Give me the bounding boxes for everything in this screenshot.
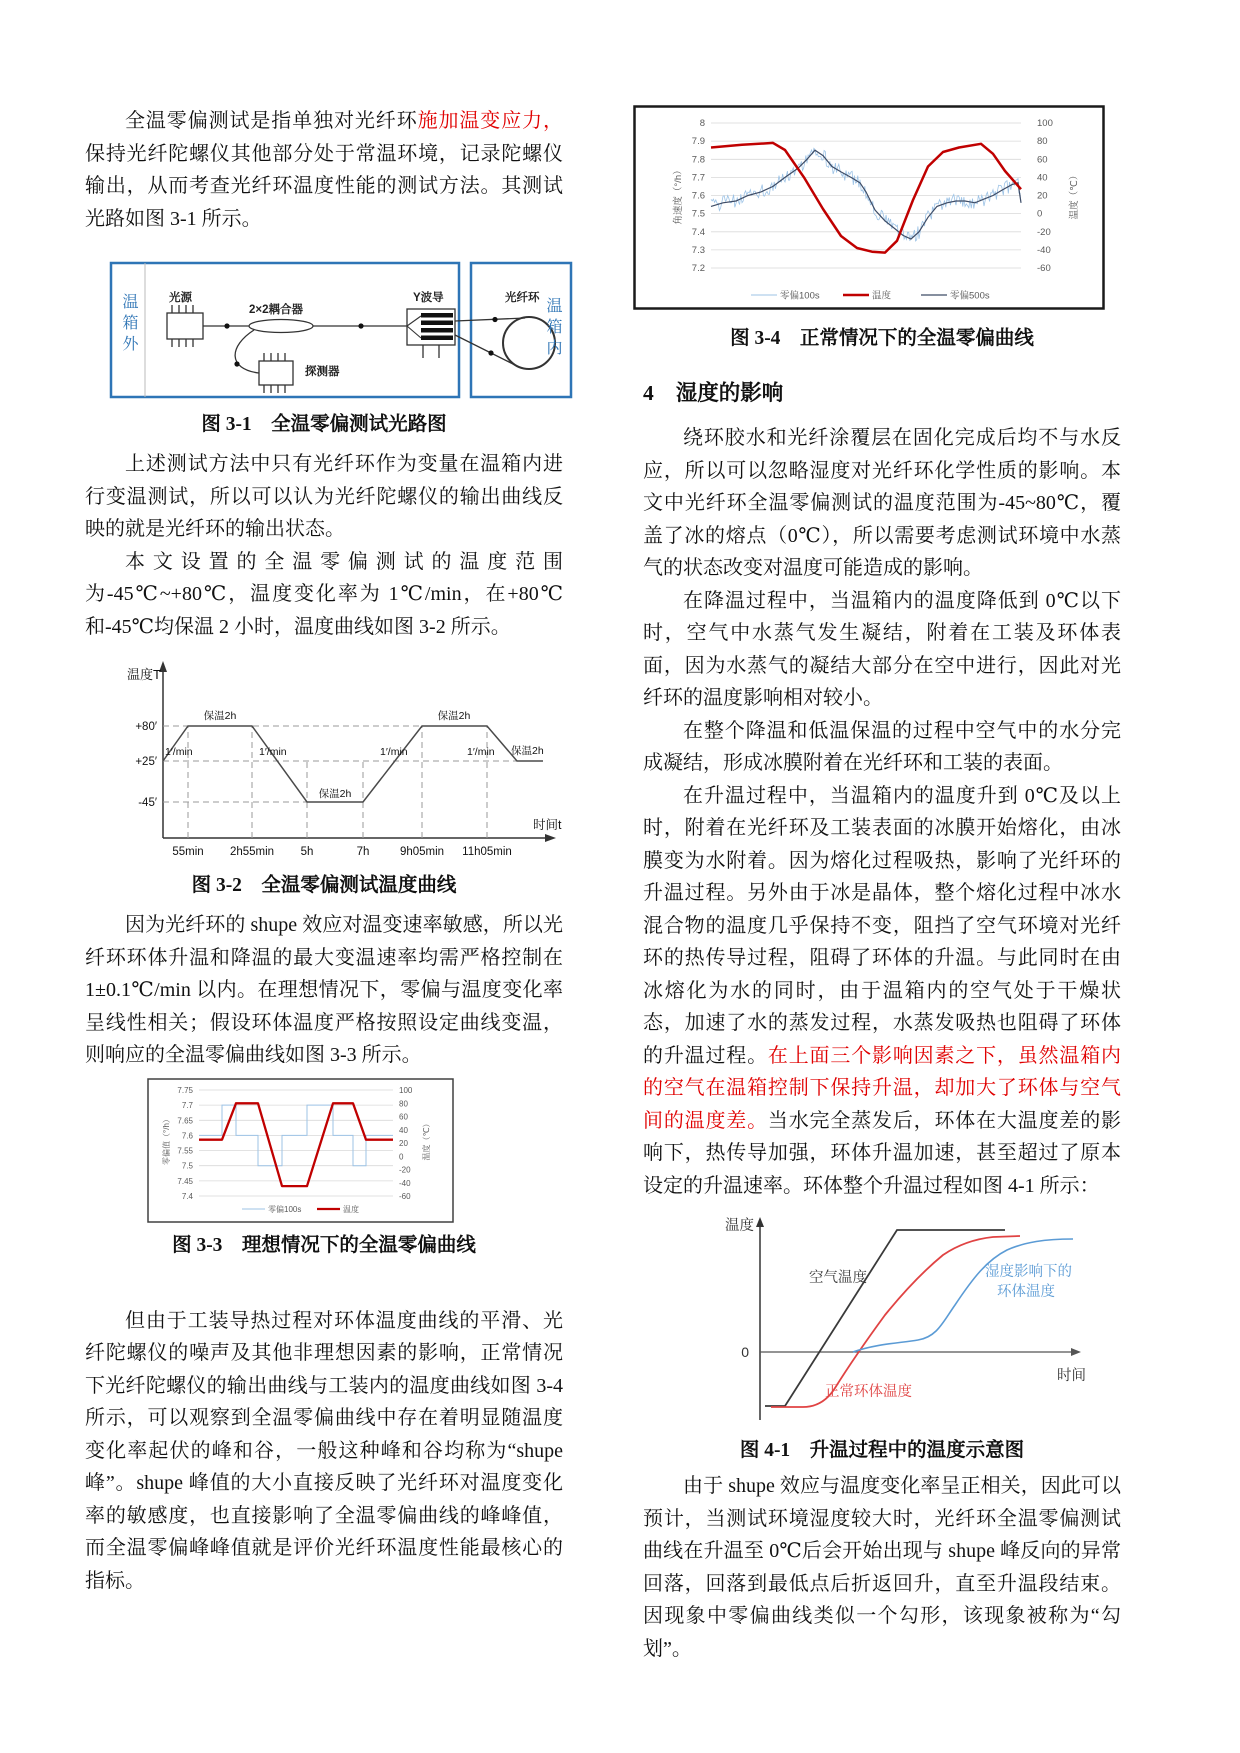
right-axis-label: 温度（℃） [422, 1119, 431, 1160]
tick-label: +25′ [135, 756, 157, 768]
paragraph: 但由于工装导热过程对环体温度曲线的平滑、光纤陀螺仪的噪声及其他非理想因素的影响，正常情况下光纤陀螺仪的输出曲线与工装内的温度曲线如图 3-4 所示，可以观察到全温零偏曲线中存在着明显随温度变化率起伏的峰和谷，一般这种峰和谷均称为“shupe 峰”。shupe 峰值的大小直接反映了光纤环对温度变化率的敏感度，也直接影响了全温零偏曲线的峰峰值，而全温零偏峰峰值就是评价光纤环温度性能最核心的指标。 [85, 1309, 563, 1592]
right-column [643, 0, 1121, 1665]
fiber-ring-label: 光纤环 [505, 292, 540, 304]
tick-label: -60 [1037, 263, 1051, 274]
legend-label: 温度 [872, 290, 892, 302]
figure-3-4-normal-curve [633, 105, 1121, 310]
y-waveguide-label: Y波导 [413, 292, 444, 304]
paragraph: 在降温过程中，当温箱内的温度降低到 0℃以下时，空气中水蒸气发生凝结，附着在工装及环体表面，因为水蒸气的凝结大部分在空中进行，因此对光纤环的温度影响相对较小。 [643, 589, 1121, 709]
tick-label: 5h [300, 846, 314, 858]
tick-label: 8 [699, 118, 705, 129]
tick-label: 80 [399, 1098, 408, 1108]
legend-label: 零偏100s [780, 290, 820, 302]
body-text: 全温零偏测试是指单独对光纤环 [125, 110, 418, 132]
tick-label: -20 [399, 1165, 411, 1174]
annotation: 保温2h [511, 745, 544, 757]
section-title: 湿度的影响 [675, 381, 784, 405]
tick-label: 80 [1037, 136, 1048, 148]
y-axis-label: 温度 [725, 1218, 754, 1234]
legend-label: 温度 [343, 1204, 359, 1214]
tick-label: 100 [1037, 118, 1053, 129]
temperature-curve [163, 726, 543, 802]
tick-label: 7.4 [181, 1191, 193, 1201]
ideal-zero-bias-chart [147, 1078, 454, 1223]
tick-label: 20 [399, 1138, 408, 1148]
figure-3-1-optical-path [109, 261, 573, 399]
annotation: 1′/min [467, 746, 495, 758]
tick-label: +80′ [135, 721, 157, 733]
coupler-label: 2×2耦合器 [249, 304, 304, 316]
x-axis-label: 时间 [1057, 1368, 1086, 1384]
tick-label: 60 [1037, 154, 1048, 166]
normal-ring-temperature-label: 正常环体温度 [825, 1384, 912, 1400]
tick-label: 7.45 [177, 1176, 193, 1186]
light-source-symbol [167, 305, 203, 347]
paragraph: 在整个降温和低温保温的过程中空气中的水分完成凝结，形成冰膜附着在光纤环和工装的表面。 [643, 719, 1121, 774]
y-tick-labels [135, 721, 157, 809]
paragraph: 由于 shupe 效应与温度变化率呈正相关，因此可以预计，当测试环境湿度较大时，光纤环全温零偏测试曲线在升温至 0℃后会开始出现与 shupe 峰反向的异常回落，回落到最低点后折返回升，直至升温段结束。因现象中零偏曲线类似一个勾形，该现象被称为“勾划”。 [643, 1475, 1121, 1660]
tick-label: 9h05min [399, 846, 445, 858]
tick-label: 7.9 [691, 136, 705, 148]
air-temperature-curve [765, 1230, 1005, 1406]
tick-label: 7.7 [691, 172, 705, 184]
tick-label: -60 [399, 1191, 411, 1201]
x-axis-arrow [545, 834, 556, 842]
chamber-inside-label: 温箱内 [544, 297, 561, 360]
figure-3-3-ideal-curve [147, 1078, 563, 1223]
tick-label: 7.2 [691, 263, 705, 274]
left-axis-label: 零偏值（°/h） [162, 1114, 171, 1165]
humidity-ring-temperature-label: 环体温度 [997, 1284, 1055, 1300]
rate-annotations [165, 746, 495, 758]
tick-label: -40 [399, 1178, 411, 1188]
paragraph: 本文设置的全温零偏测试的温度范围为-45℃~+80℃，温度变化率为 1℃/min，在+80℃和-45℃均保温 2 小时，温度曲线如图 3-2 所示。 [85, 550, 563, 638]
tick-label: 7.4 [691, 226, 705, 238]
temperature-profile-chart [115, 653, 580, 863]
tick-label: 55min [172, 846, 204, 858]
tick-label: 20 [1037, 190, 1048, 202]
x-tick-labels [172, 846, 511, 858]
chamber-outside-label: 温箱外 [120, 293, 137, 356]
paragraph: 绕环胶水和光纤涂覆层在固化完成后均不与水反应，所以可以忽略湿度对光纤环化学性质的影响。本文中光纤环全温零偏测试的温度范围为-45~80℃，覆盖了冰的熔点（0℃），所以需要考虑测试环境中水蒸气的状态改变对温度可能造成的影响。 [643, 427, 1121, 579]
figure-3-2-temperature-profile [115, 653, 563, 863]
air-temperature-label: 空气温度 [809, 1270, 867, 1286]
zero-tick-label: 0 [741, 1344, 749, 1360]
legend-label: 零偏500s [950, 290, 990, 302]
figure-caption: 图 4-1 升温过程中的温度示意图 [739, 1440, 1025, 1461]
heating-process-chart [675, 1210, 1115, 1430]
paragraph: 因为光纤环的 shupe 效应对温变速率敏感，所以光纤环环体升温和降温的最大变温速率均需严格控制在 1±0.1℃/min 以内。在理想情况下，零偏与温度变化率呈线性相关；假设环体温度严格按照设定曲线变温，则响应的全温零偏曲线如图 3-3 所示。 [85, 914, 563, 1066]
section-number: 4 [643, 381, 654, 405]
tick-label: 2h55min [229, 846, 275, 858]
humidity-ring-temperature-label: 湿度影响下的 [985, 1264, 1072, 1280]
tick-label: 7.65 [177, 1115, 193, 1125]
tick-label: -45′ [138, 797, 157, 809]
tick-label: 7h [356, 846, 370, 858]
tick-label: 7.6 [691, 190, 705, 202]
tick-label: -40 [1037, 244, 1051, 256]
tick-label: 40 [1037, 172, 1048, 184]
annotation: 1′/min [259, 746, 287, 758]
tick-label: 7.6 [181, 1130, 193, 1140]
left-axis-label: 角速度（°/h） [673, 165, 684, 225]
figure-caption: 图 3-2 全温零偏测试温度曲线 [191, 875, 457, 896]
body-text: 在升温过程中，当温箱内的温度升到 0℃及以上时，附着在光纤环及工装表面的冰膜开始熔化，由冰膜变为水附着。因为熔化过程吸热，影响了光纤环的升温过程。另外由于冰是晶体，整个熔化过程中冰水混合物的温度几乎保持不变，阻挡了空气环境对光纤环的热传导过程，阻碍了环体的升温。与此同时在由冰熔化为水的同时，由于温箱内的空气处于干燥状态，加速了水的蒸发过程，水蒸发吸热也阻碍了环体的升温过程。 [643, 784, 1121, 1067]
light-source-label: 光源 [169, 292, 192, 304]
left-column [85, 0, 563, 1597]
tick-label: 7.7 [181, 1100, 193, 1110]
tick-label: -20 [1037, 226, 1051, 238]
annotation: 保温2h [203, 710, 237, 722]
paragraph: 上述测试方法中只有光纤环作为变量在温箱内进行变温测试，所以可以认为光纤陀螺仪的输出曲线反映的就是光纤环的输出状态。 [85, 453, 563, 540]
optical-path-diagram [109, 261, 573, 399]
tick-label: 100 [399, 1085, 413, 1095]
x-axis-arrow [1071, 1348, 1081, 1356]
x-axis-label: 时间t [533, 818, 562, 832]
y-waveguide-symbol [407, 309, 455, 358]
paragraph [85, 105, 563, 235]
tick-label: 7.8 [691, 154, 705, 166]
body-text: 保持光纤陀螺仪其他部分处于常温环境，记录陀螺仪输出，从而考查光纤环温度性能的测试方法。其测试光路如图 3-1 所示。 [85, 142, 563, 230]
section-heading [643, 376, 1121, 410]
tick-label: 40 [399, 1125, 408, 1135]
paragraph [643, 780, 1121, 1203]
y-axis-arrow [756, 1217, 764, 1227]
tick-label: 0 [1037, 208, 1043, 220]
annotation: 1′/min [165, 746, 193, 758]
detector-label: 探测器 [305, 366, 340, 378]
annotation: 保温2h [318, 788, 352, 800]
legend-label: 零偏100s [268, 1204, 302, 1214]
normal-zero-bias-chart [633, 105, 1105, 310]
coupler-symbol [249, 320, 313, 333]
detector-symbol [259, 353, 293, 393]
tick-label: 7.5 [691, 208, 705, 220]
tick-label: 7.5 [181, 1161, 193, 1171]
tick-label: 7.75 [177, 1085, 193, 1095]
right-axis-label: 温度（℃） [1069, 170, 1080, 220]
annotation: 保温2h [437, 710, 471, 722]
body-text: 当水完全蒸发后，环体在大温度差的影响下，热传导加强，环体升温加速，甚至超过了原本设定的升温速率。环体整个升温过程如图 4-1 所示： [643, 1109, 1122, 1197]
red-highlight-text: 施加温变应力， [417, 110, 564, 132]
normal-ring-temperature-curve [771, 1236, 1020, 1407]
figure-caption: 图 3-1 全温零偏测试光路图 [201, 414, 447, 435]
tick-label: 7.3 [691, 244, 705, 256]
annotation: 1′/min [380, 746, 408, 758]
figure-caption: 图 3-4 正常情况下的全温零偏曲线 [730, 328, 1034, 349]
dashed-reference-lines [163, 726, 543, 838]
figure-caption: 图 3-3 理想情况下的全温零偏曲线 [172, 1234, 476, 1256]
tick-label: 60 [399, 1112, 408, 1121]
tick-label: 7.55 [177, 1146, 193, 1156]
tick-label: 0 [399, 1151, 404, 1161]
figure-4-1-heating-schematic [675, 1210, 1121, 1430]
left-tick-labels [692, 118, 705, 274]
red-highlight-text: 在上面三个影响因素之下，虽然温箱内的空气在温箱控制下保持升温，却加大了环体与空气间的温度差。 [643, 1044, 1122, 1132]
y-axis-label: 温度T [127, 667, 161, 682]
tick-label: 11h05min [462, 846, 512, 858]
